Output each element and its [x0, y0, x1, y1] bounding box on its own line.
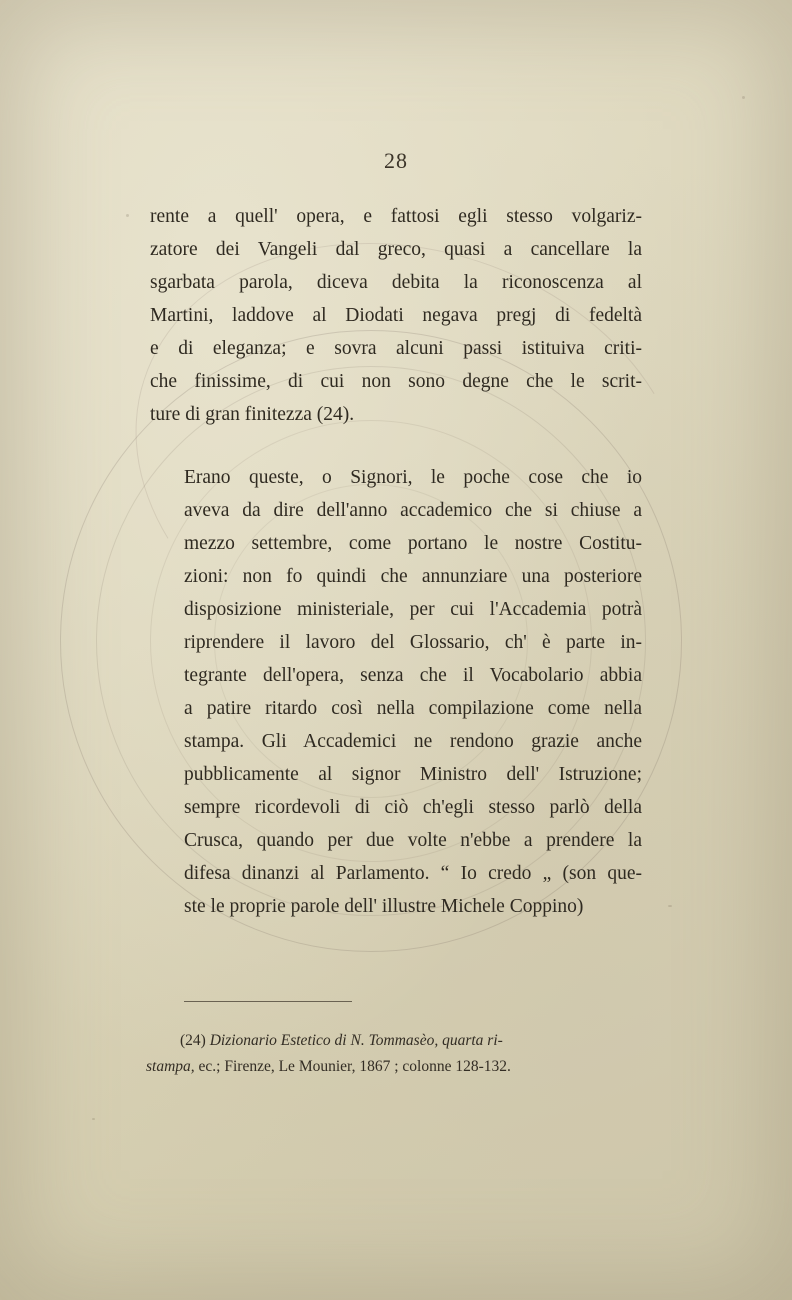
- text-line: ste le proprie parole dell' illustre Michele Coppino): [184, 896, 584, 917]
- text-line: mezzo settembre, come portano le nostre Costitu-: [184, 533, 642, 554]
- text-line: riprendere il lavoro del Glossario, ch' è parte in-: [184, 632, 642, 653]
- footnote-separator-rule: [184, 1001, 352, 1002]
- paper-speck: [92, 1118, 95, 1120]
- text-line: Crusca, quando per due volte n'ebbe a prendere la: [184, 830, 642, 851]
- text-line: tegrante dell'opera, senza che il Vocabolario abbia: [184, 665, 642, 686]
- text-line: stampa. Gli Accademici ne rendono grazie anche: [184, 731, 642, 752]
- text-line: a patire ritardo così nella compilazione come nella: [184, 698, 642, 719]
- paragraph-continued: [150, 200, 642, 431]
- footnote-title: Dizionario Estetico di N. Tommasèo,: [209, 1032, 439, 1049]
- text-line: aveva da dire dell'anno accademico che si chiuse a: [184, 500, 642, 521]
- footnote: [146, 1028, 646, 1080]
- footnote-marker: (24): [180, 1032, 206, 1049]
- text-line: e di eleganza; e sovra alcuni passi istituiva criti-: [150, 338, 642, 359]
- text-line: sgarbata parola, diceva debita la riconoscenza al: [150, 272, 642, 293]
- footnote-edition: quarta ri-: [442, 1032, 503, 1049]
- text-line: rente a quell' opera, e fattosi egli stesso volgariz-: [150, 206, 642, 227]
- text-line: ture di gran finitezza (24).: [150, 404, 355, 425]
- body-text: [150, 200, 642, 923]
- text-line: zioni: non fo quindi che annunziare una posteriore: [184, 566, 642, 587]
- footnote-second-line: [146, 1054, 646, 1080]
- text-line: difesa dinanzi al Parlamento. “ Io credo „ (son que-: [184, 863, 642, 884]
- text-line: zatore dei Vangeli dal greco, quasi a cancellare la: [150, 239, 642, 260]
- paragraph-closing: [150, 461, 642, 923]
- text-line: che finissime, di cui non sono degne che le scrit-: [150, 371, 642, 392]
- text-line: pubblicamente al signor Ministro dell' Istruzione;: [184, 764, 642, 785]
- footnote-imprint: ec.; Firenze, Le Mounier, 1867 ; colonne 128-132.: [198, 1058, 511, 1075]
- text-line: sempre ricordevoli di ciò ch'egli stesso parlò della: [184, 797, 642, 818]
- text-line: Martini, laddove al Diodati negava pregj di fedeltà: [150, 305, 642, 326]
- text-line: Erano queste, o Signori, le poche cose che io: [184, 467, 642, 488]
- page-number: 28: [384, 148, 408, 173]
- footnote-first-line: [146, 1028, 646, 1054]
- text-line: disposizione ministeriale, per cui l'Accademia potrà: [184, 599, 642, 620]
- footnote-edition-cont: stampa,: [146, 1058, 195, 1075]
